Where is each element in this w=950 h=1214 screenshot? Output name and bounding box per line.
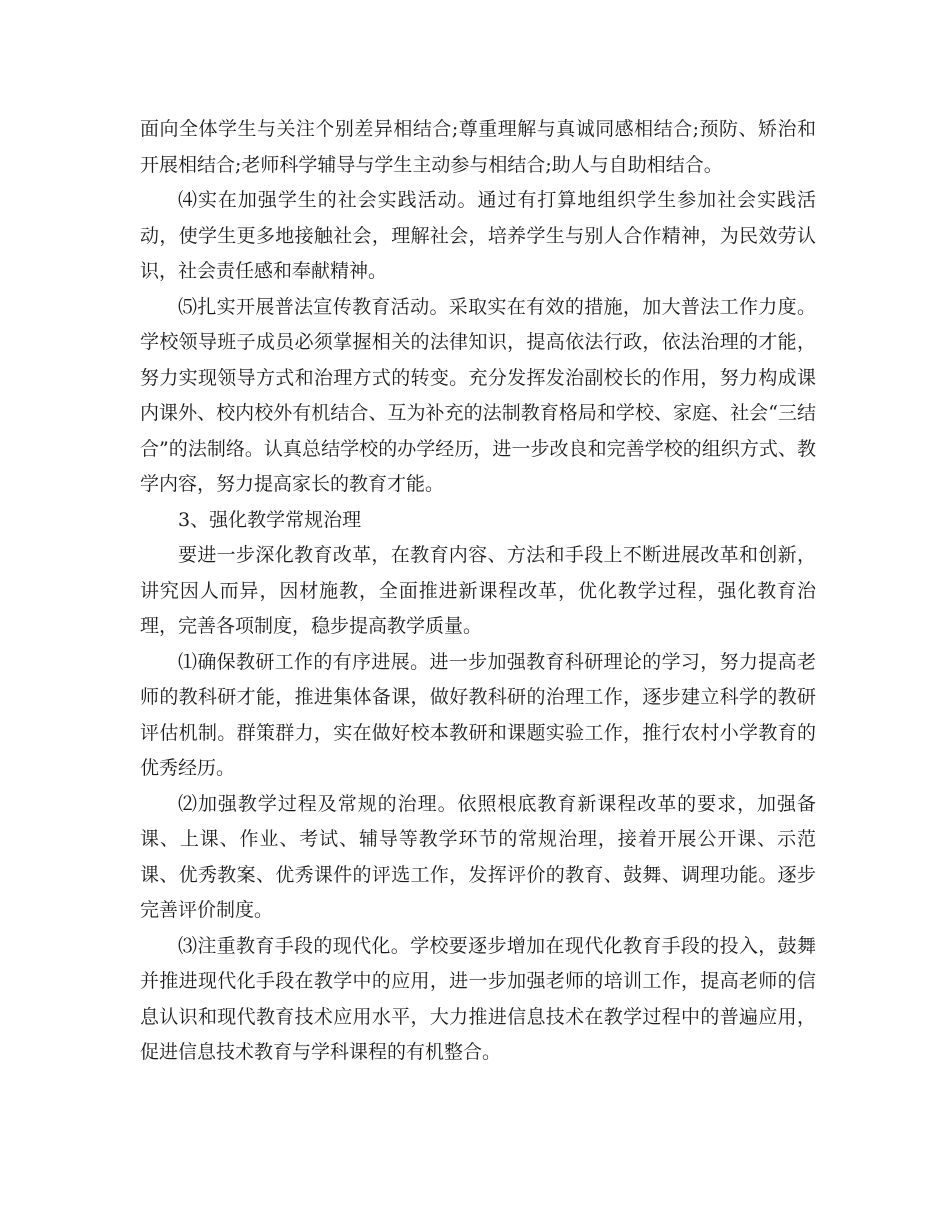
paragraph-sub-3: ⑶注重教育手段的现代化。学校要逐步增加在现代化教育手段的投入，鼓舞并推进现代化手段在教学中的应用，进一步加强老师的培训工作，提高老师的信息认识和现代教育技术应用水平，大力推进信息技术在教学过程中的普遍应用，促进信息技术教育与学科课程的有机整合。: [140, 934, 816, 1063]
paragraph-item-5: ⑸扎实开展普法宣传教育活动。采取实在有效的措施，加大普法工作力度。学校领导班子成员必须掌握相关的法律知识，提高依法行政，依法治理的才能，努力实现领导方式和治理方式的转变。充分发挥发治副校长的作用，努力构成课内课外、校内校外有机结合、互为补充的法制教育格局和学校、家庭、社会“三结合”的法制络。认真总结学校的办学经历，进一步改良和完善学校的组织方式、教学内容，努力提高家长的教育才能。: [140, 295, 816, 495]
paragraph-sub-2: ⑵加强教学过程及常规的治理。依照根底教育新课程改革的要求，加强备课、上课、作业、考试、辅导等教学环节的常规治理，接着开展公开课、示范课、优秀教案、优秀课件的评选工作，发挥评价的教育、鼓舞、调理功能。逐步完善评价制度。: [140, 792, 816, 921]
paragraph-intro-3: 要进一步深化教育改革，在教育内容、方法和手段上不断进展改革和创新，讲究因人而异，因材施教，全面推进新课程改革，优化教学过程，强化教育治理，完善各项制度，稳步提高教学质量。: [140, 544, 816, 637]
section-heading-3: 3、强化教学常规治理: [178, 508, 362, 531]
paragraph-sub-1: ⑴确保教研工作的有序进展。进一步加强教育科研理论的学习，努力提高老师的教科研才能，推进集体备课，做好教科研的治理工作，逐步建立科学的教研评估机制。群策群力，实在做好校本教研和课题实验工作，推行农村小学教育的优秀经历。: [140, 650, 816, 779]
paragraph-item-4: ⑷实在加强学生的社会实践活动。通过有打算地组织学生参加社会实践活动，使学生更多地接触社会，理解社会，培养学生与别人合作精神，为民效劳认识，社会责任感和奉献精神。: [140, 189, 816, 282]
paragraph-continued: 面向全体学生与关注个别差异相结合;尊重理解与真诚同感相结合;预防、矫治和开展相结合;老师科学辅导与学生主动参与相结合;助人与自助相结合。: [140, 118, 816, 176]
document-body: [140, 112, 816, 1071]
